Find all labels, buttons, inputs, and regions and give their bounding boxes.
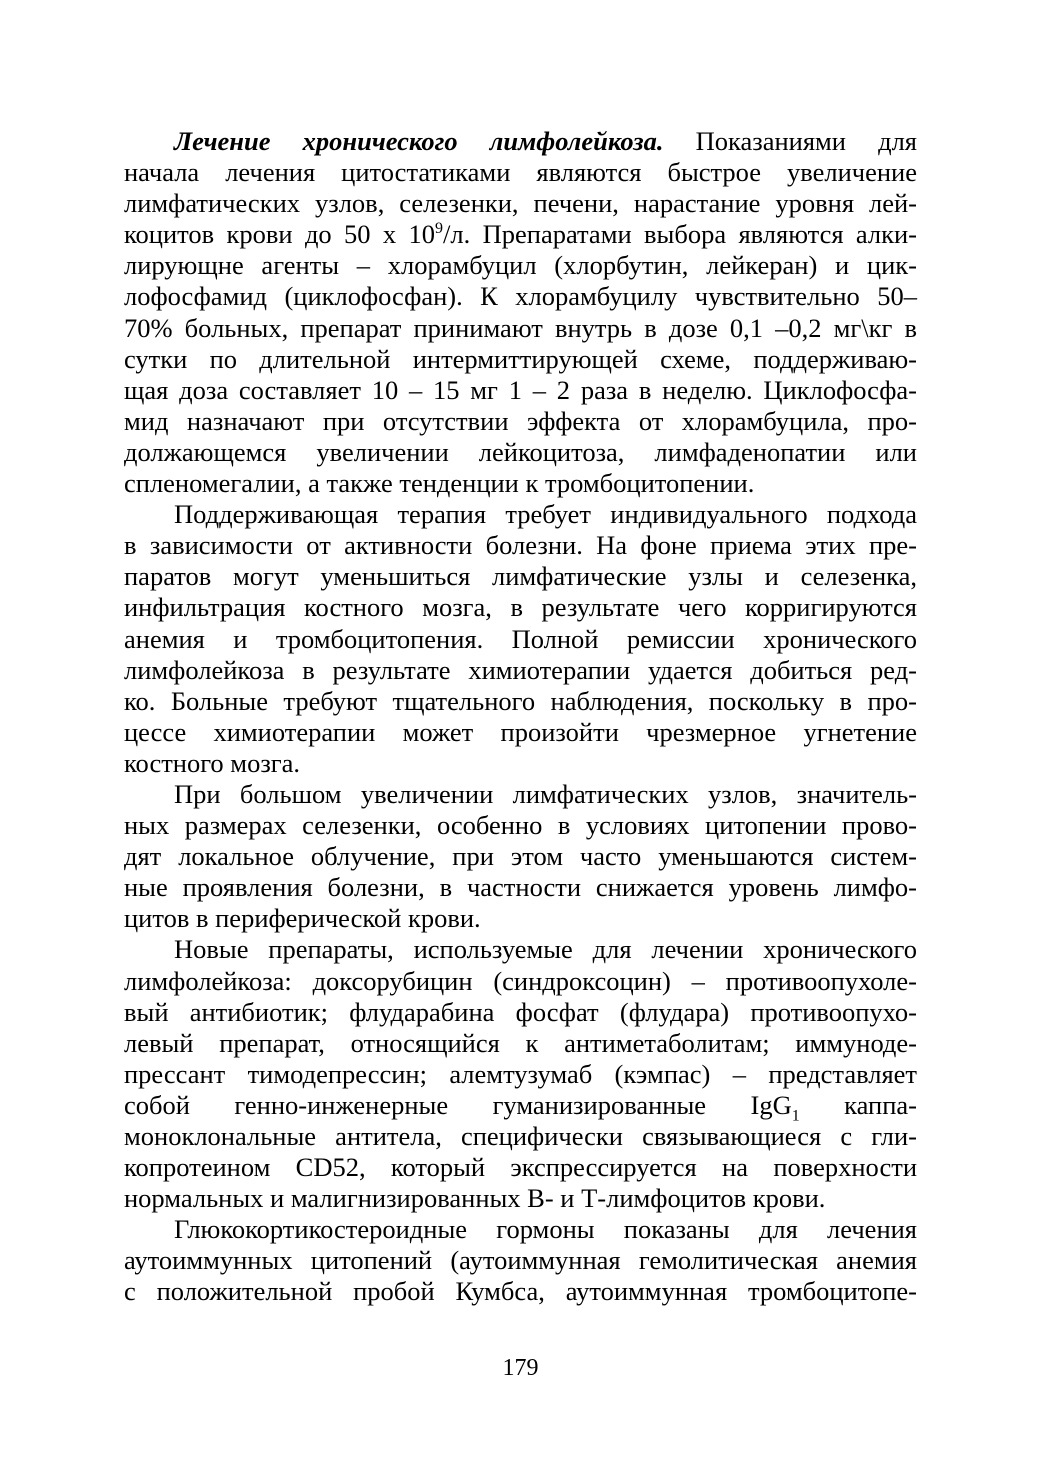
text-line: лимфолейкоза: доксорубицин (синдроксоцин) – противоопухоле-: [124, 965, 917, 996]
text-line: лирующне агенты – хлорамбуцил (хлорбутин, лейкеран) и цик-: [124, 250, 917, 281]
paragraph-4: [124, 934, 917, 1214]
text-line: ко. Больные требуют тщательного наблюдения, поскольку в про-: [124, 685, 917, 716]
text-line: нормальных и малигнизированных В- и Т-лимфоцитов крови.: [124, 1183, 826, 1214]
text-line: лимфолейкоза в результате химиотерапии удается добиться ред-: [124, 654, 917, 685]
text-line: костного мозга.: [124, 747, 301, 778]
text-line: вый антибиотик; флударабина фосфат (флудара) противоопухо-: [124, 996, 917, 1027]
text-line: Лечение хронического лимфолейкоза. Показаниями для: [174, 126, 917, 156]
text-line: цитов в периферической крови.: [124, 903, 481, 934]
paragraph-1: [124, 126, 917, 499]
text-line: с положительной пробой Кумбса, аутоиммунная тромбоцитопе-: [124, 1276, 917, 1307]
text-line: Глюкокортикостероидные гормоны показаны для лечения: [174, 1214, 917, 1245]
body-text: [124, 126, 917, 1308]
text-line: моноклональные антитела, специфически связывающиеся с гли-: [124, 1121, 917, 1151]
paragraph-3: [124, 779, 917, 934]
text-line: Поддерживающая терапия требует индивидуального подхода: [174, 499, 917, 530]
text-line: ных размерах селезенки, особенно в условиях цитопении прово-: [124, 810, 917, 841]
text-line: 70% больных, препарат принимают внутрь в дозе 0,1 –0,2 мг\кг в: [124, 312, 917, 343]
paragraph-2: [124, 499, 917, 779]
text-line: ные проявления болезни, в частности снижается уровень лимфо-: [124, 872, 917, 903]
subscript-index: 1: [791, 1107, 800, 1125]
text-line: должающемся увеличении лейкоцитоза, лимфаденопатии или: [124, 436, 917, 467]
text-line: паратов могут уменьшиться лимфатические узлы и селезенка,: [124, 561, 917, 592]
text-line: лимфатических узлов, селезенки, печени, нарастание уровня лей-: [124, 188, 917, 219]
text-line: Новые препараты, используемые для лечении хронического: [174, 934, 917, 965]
text-line: в зависимости от активности болезни. На фоне приема этих пре-: [124, 530, 917, 561]
text-line: коцитов крови до 50 х $10^9/л$. Препаратами выбора являются алки-: [124, 219, 917, 250]
text-line: начала лечения цитостатиками являются быстрое увеличение: [124, 157, 917, 188]
text-line: щая доза составляет 10 – 15 мг 1 – 2 раза в неделю. Циклофосфа-: [124, 374, 917, 405]
text-line: мид назначают при отсутствии эффекта от хлорамбуцила, про-: [124, 405, 917, 436]
section-heading: Лечение хронического лимфолейкоза.: [174, 126, 664, 156]
page-number: 179: [502, 1355, 539, 1381]
text-line: аутоиммунных цитопений (аутоиммунная гемолитическая анемия: [124, 1245, 917, 1276]
text-line: спленомегалии, а также тенденции к тромбоцитопении.: [124, 468, 755, 499]
text-line: При большом увеличении лимфатических узлов, значитель-: [174, 778, 917, 809]
text-line: прессант тимодепрессин; алемтузумаб (кэмпас) – представляет: [124, 1058, 917, 1089]
text-line: анемия и тромбоцитопения. Полной ремиссии хронического: [124, 623, 917, 654]
text-line: инфильтрация костного мозга, в результате чего корригируются: [124, 592, 917, 623]
text-line: сутки по длительной интермиттирующей схеме, поддерживаю-: [124, 343, 917, 374]
paragraph-5: [124, 1214, 917, 1307]
text-line: копротеином CD52, который экспрессируется на поверхности: [124, 1152, 917, 1183]
superscript-exponent: 9: [435, 220, 444, 238]
text-line: левый препарат, относящийся к антиметаболитам; иммуноде-: [124, 1027, 917, 1058]
text-line: собой генно-инженерные гуманизированные IgG$_1$ каппа-: [124, 1089, 918, 1125]
text-line: цессе химиотерапии может произойти чрезмерное угнетение: [124, 716, 917, 747]
text-line: лофосфамид (циклофосфан). К хлорамбуцилу чувствительно 50–: [124, 281, 917, 312]
text-line: дят локальное облучение, при этом часто уменьшаются систем-: [124, 841, 917, 872]
